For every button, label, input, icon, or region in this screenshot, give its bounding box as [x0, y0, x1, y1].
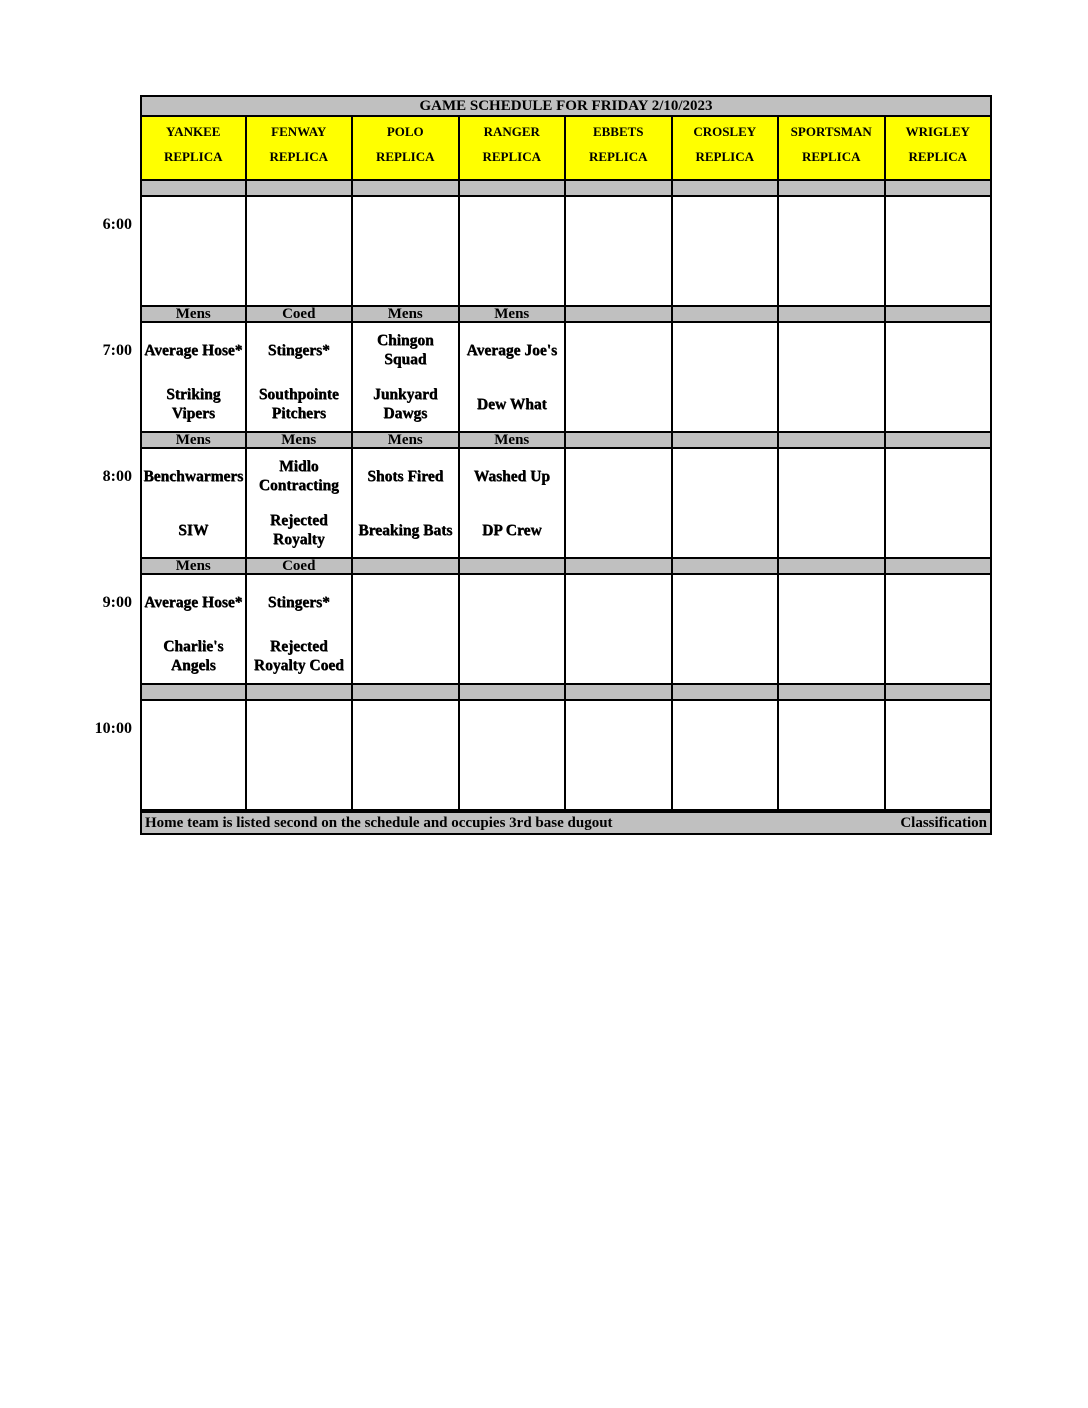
away-team: Average Joe's	[466, 341, 558, 359]
field-name: FENWAY	[271, 124, 327, 139]
game-cell	[779, 701, 886, 811]
schedule-table	[140, 95, 992, 835]
classification-legend: Classification	[900, 814, 987, 831]
time-slot-row	[140, 575, 992, 685]
classification-cell	[140, 685, 247, 701]
game-cell	[460, 575, 567, 685]
classification-cell	[566, 559, 673, 575]
classification-cell	[353, 181, 460, 197]
classification-cell: Mens	[460, 433, 567, 449]
classification-cell	[247, 181, 354, 197]
classification-cell	[886, 559, 993, 575]
away-team: Stingers*	[267, 593, 330, 611]
classification-cell	[886, 685, 993, 701]
game-cell	[460, 449, 567, 559]
classification-cell	[886, 181, 993, 197]
game-cell	[673, 701, 780, 811]
matchup	[353, 323, 458, 431]
game-cell	[673, 575, 780, 685]
away-team: Stingers*	[267, 341, 330, 359]
classification-cell: Mens	[140, 433, 247, 449]
classification-cell	[566, 685, 673, 701]
classification-cell	[353, 559, 460, 575]
game-cell	[353, 323, 460, 433]
classification-cell: Coed	[247, 307, 354, 323]
home-team: Charlie's Angels	[163, 638, 224, 674]
home-team: Southpointe Pitchers	[258, 386, 339, 422]
game-cell	[566, 449, 673, 559]
game-cell	[460, 701, 567, 811]
matchup	[142, 449, 245, 557]
time-slot-row	[140, 701, 992, 811]
classification-cell	[566, 307, 673, 323]
game-cell	[353, 449, 460, 559]
home-team: DP Crew	[481, 521, 542, 539]
classification-cell	[673, 685, 780, 701]
matchup	[247, 323, 352, 431]
away-team: Average Hose*	[144, 341, 243, 359]
game-cell	[779, 197, 886, 307]
field-header	[140, 117, 247, 181]
game-cell	[779, 449, 886, 559]
away-team: Midlo Contracting	[258, 458, 339, 494]
classification-cell: Mens	[353, 433, 460, 449]
classification-cell	[460, 559, 567, 575]
game-cell	[673, 323, 780, 433]
field-sub: REPLICA	[695, 149, 754, 164]
game-cell	[247, 449, 354, 559]
field-header	[460, 117, 567, 181]
game-cell	[886, 575, 993, 685]
classification-cell: Mens	[247, 433, 354, 449]
classification-cell	[886, 307, 993, 323]
schedule-footer	[140, 811, 992, 835]
field-header	[886, 117, 993, 181]
game-cell	[247, 197, 354, 307]
game-cell	[566, 197, 673, 307]
classification-cell	[566, 181, 673, 197]
classification-cell	[779, 307, 886, 323]
game-cell	[140, 197, 247, 307]
time-label: 9:00	[102, 594, 132, 611]
home-team: Rejected Royalty	[269, 512, 328, 548]
time-slots	[140, 181, 992, 811]
matchup	[247, 575, 352, 683]
classification-cell: Mens	[460, 307, 567, 323]
field-name: CROSLEY	[693, 124, 757, 139]
time-label: 8:00	[102, 468, 132, 485]
classification-row	[140, 559, 992, 575]
classification-cell	[779, 181, 886, 197]
field-sub: REPLICA	[588, 149, 648, 164]
matchup	[460, 323, 565, 431]
field-sub: REPLICA	[908, 149, 967, 164]
classification-cell	[566, 433, 673, 449]
game-cell	[886, 449, 993, 559]
classification-row	[140, 685, 992, 701]
game-cell	[566, 701, 673, 811]
classification-cell	[886, 433, 993, 449]
time-label: 10:00	[94, 720, 132, 737]
classification-cell	[140, 181, 247, 197]
field-header	[673, 117, 780, 181]
game-cell	[886, 323, 993, 433]
classification-cell	[779, 433, 886, 449]
game-cell	[673, 449, 780, 559]
classification-cell: Mens	[353, 307, 460, 323]
away-team: Benchwarmers	[143, 467, 244, 485]
field-name: YANKEE	[166, 124, 221, 139]
game-cell	[460, 197, 567, 307]
game-cell	[779, 323, 886, 433]
game-cell	[566, 323, 673, 433]
game-cell	[779, 575, 886, 685]
home-team: Junkyard Dawgs	[372, 386, 438, 422]
away-team: Shots Fired	[367, 467, 444, 485]
classification-cell	[673, 559, 780, 575]
home-team-note: Home team is listed second on the schedule and occupies 3rd base dugout	[145, 814, 613, 831]
classification-cell	[673, 307, 780, 323]
classification-cell	[460, 685, 567, 701]
classification-cell	[247, 685, 354, 701]
game-cell	[353, 575, 460, 685]
game-cell	[140, 449, 247, 559]
field-header	[566, 117, 673, 181]
away-team: Average Hose*	[144, 593, 243, 611]
field-header	[353, 117, 460, 181]
classification-cell	[779, 559, 886, 575]
home-team: Dew What	[476, 395, 547, 413]
classification-cell	[673, 181, 780, 197]
time-slot-row	[140, 197, 992, 307]
home-team: Striking Vipers	[166, 386, 221, 422]
matchup	[460, 449, 565, 557]
home-team: Rejected Royalty Coed	[253, 638, 344, 674]
classification-cell	[779, 685, 886, 701]
classification-row	[140, 181, 992, 197]
away-team: Washed Up	[473, 467, 550, 485]
field-header-row	[140, 117, 992, 181]
game-cell	[140, 575, 247, 685]
classification-cell	[460, 181, 567, 197]
classification-row	[140, 433, 992, 449]
field-name: POLO	[386, 124, 424, 139]
field-sub: REPLICA	[375, 149, 435, 164]
game-cell	[140, 701, 247, 811]
away-team: Chingon Squad	[376, 332, 434, 368]
game-cell	[247, 701, 354, 811]
time-slot-row	[140, 323, 992, 433]
matchup	[142, 575, 245, 683]
matchup	[142, 323, 245, 431]
game-cell	[566, 575, 673, 685]
game-cell	[247, 575, 354, 685]
game-cell	[247, 323, 354, 433]
field-name: SPORTSMAN	[790, 124, 872, 139]
game-cell	[353, 701, 460, 811]
game-cell	[353, 197, 460, 307]
field-name: EBBETS	[592, 124, 644, 139]
classification-cell: Coed	[247, 559, 354, 575]
field-name: RANGER	[483, 124, 540, 139]
game-cell	[140, 323, 247, 433]
matchup	[247, 449, 352, 557]
game-cell	[886, 197, 993, 307]
classification-cell	[353, 685, 460, 701]
home-team: Breaking Bats	[358, 521, 453, 539]
matchup	[353, 449, 458, 557]
schedule-title: GAME SCHEDULE FOR FRIDAY 2/10/2023	[140, 95, 992, 117]
game-cell	[886, 701, 993, 811]
time-label: 7:00	[102, 342, 132, 359]
field-sub: REPLICA	[482, 149, 541, 164]
classification-cell: Mens	[140, 307, 247, 323]
game-cell	[460, 323, 567, 433]
classification-row	[140, 307, 992, 323]
classification-cell: Mens	[140, 559, 247, 575]
field-header	[779, 117, 886, 181]
field-header	[247, 117, 354, 181]
field-name: WRIGLEY	[905, 124, 970, 139]
time-slot-row	[140, 449, 992, 559]
time-label: 6:00	[102, 216, 132, 233]
game-cell	[673, 197, 780, 307]
field-sub: REPLICA	[163, 149, 223, 164]
field-sub: REPLICA	[269, 149, 328, 164]
field-sub: REPLICA	[801, 149, 861, 164]
classification-cell	[673, 433, 780, 449]
home-team: SIW	[178, 521, 209, 539]
